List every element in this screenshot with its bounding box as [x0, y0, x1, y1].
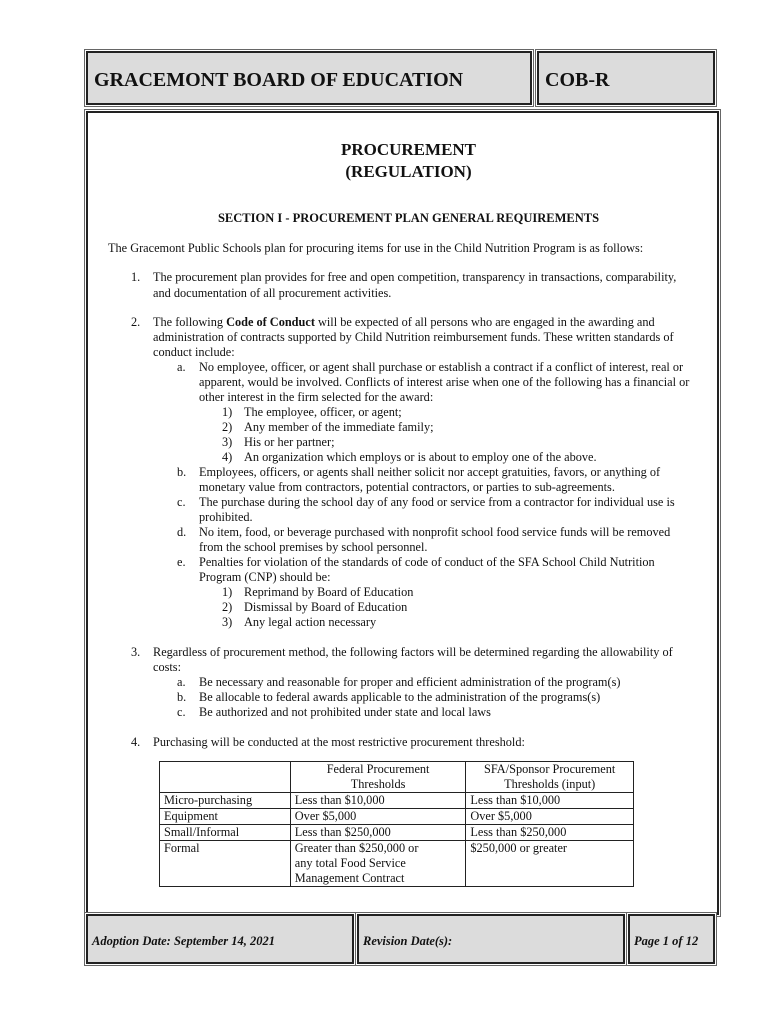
row-label: Small/Informal	[160, 825, 291, 841]
item-2a-line-3: other interest in the firm selected for the award:	[199, 390, 434, 404]
item-2e-mark: e.	[177, 555, 186, 569]
code-of-conduct-bold: Code of Conduct	[226, 315, 315, 329]
page-title: PROCUREMENT	[340, 140, 477, 159]
item-1-number: 1.	[131, 270, 141, 284]
item-2d-mark: d.	[177, 525, 187, 539]
item-2a-sub-3-number: 3)	[222, 435, 233, 449]
item-3-line-2: costs:	[153, 660, 182, 674]
item-2a-sub-1-number: 1)	[222, 405, 233, 419]
item-2a-sub-3-text: His or her partner;	[244, 435, 335, 449]
item-2a-sub-2-number: 2)	[222, 420, 233, 434]
footer-adoption-box	[86, 914, 354, 964]
item-3-number: 3.	[131, 645, 141, 659]
section-heading: SECTION I - PROCUREMENT PLAN GENERAL REQUIREMENTS	[217, 211, 600, 225]
item-2e-sub-1-number: 1)	[222, 585, 233, 599]
item-4-number: 4.	[131, 735, 141, 749]
item-4-line-1: Purchasing will be conducted at the most restrictive procurement threshold:	[153, 735, 525, 749]
row-sfa-value: Less than $10,000	[466, 793, 634, 809]
row-label: Equipment	[160, 809, 291, 825]
item-2-line-1: The following Code of Conduct will be expected of all persons who are engaged in the awarding and	[153, 315, 655, 329]
item-3a-mark: a.	[177, 675, 186, 689]
item-2b-mark: b.	[177, 465, 187, 479]
row-label: Micro-purchasing	[160, 793, 291, 809]
item-3c-text: Be authorized and not prohibited under state and local laws	[199, 705, 491, 719]
item-2c-line-1: The purchase during the school day of any food or service from a contractor for individual use is	[199, 495, 675, 509]
item-2e-line-1: Penalties for violation of the standards of code of conduct of the SFA School Child Nutrition	[199, 555, 655, 569]
item-2e-sub-1-text: Reprimand by Board of Education	[244, 585, 414, 599]
row-federal-value: Over $5,000	[290, 809, 466, 825]
table-row	[160, 793, 634, 809]
page-number: Page 1 of 12	[634, 934, 699, 948]
item-2e-sub-3-text: Any legal action necessary	[244, 615, 377, 629]
item-3b-text: Be allocable to federal awards applicable to the administration of the programs(s)	[199, 690, 601, 704]
item-2c-line-2: prohibited.	[199, 510, 253, 524]
item-2e-sub-2-text: Dismissal by Board of Education	[244, 600, 408, 614]
item-2a-line-1: No employee, officer, or agent shall purchase or establish a contract if a conflict of interest, real or	[199, 360, 684, 374]
table-row	[160, 825, 634, 841]
item-3a-text: Be necessary and reasonable for proper and efficient administration of the program(s)	[199, 675, 621, 689]
item-2-line-2: administration of contracts supported by Child Nutrition reimbursement funds. These written standards of	[153, 330, 674, 344]
page-subtitle: (REGULATION)	[345, 162, 472, 181]
table-row	[160, 809, 634, 825]
item-2b-line-1: Employees, officers, or agents shall neither solicit nor accept gratuities, favors, or anything of	[199, 465, 661, 479]
row-sfa-value: Over $5,000	[466, 809, 634, 825]
item-2a-mark: a.	[177, 360, 186, 374]
item-2a-sub-4-text: An organization which employs or is about to employ one of the above.	[244, 450, 597, 464]
adoption-date: Adoption Date: September 14, 2021	[92, 934, 275, 948]
item-3-line-1: Regardless of procurement method, the following factors will be determined regarding the allowability of	[153, 645, 673, 659]
item-1-line-2: and documentation of all procurement activities.	[153, 286, 392, 300]
item-2a-line-2: apparent, would be involved. Conflicts of interest arise when one of the following has a financial or	[199, 375, 690, 389]
revision-dates: Revision Date(s):	[363, 934, 453, 948]
item-2a-sub-4-number: 4)	[222, 450, 233, 464]
item-2e-line-2: Program (CNP) should be:	[199, 570, 331, 584]
item-2-number: 2.	[131, 315, 141, 329]
table-header-row	[160, 762, 634, 793]
row-federal-value: Greater than $250,000 or any total Food Service Management Contract	[290, 841, 466, 887]
row-label: Formal	[160, 841, 291, 887]
table-header-federal: Federal Procurement Thresholds	[290, 762, 466, 793]
item-2d-line-1: No item, food, or beverage purchased with nonprofit school food service funds will be removed	[199, 525, 671, 539]
header-org-box	[86, 51, 532, 105]
item-1-line-1: The procurement plan provides for free and open competition, transparency in transactions, comparability,	[153, 270, 677, 284]
row-federal-value: Less than $250,000	[290, 825, 466, 841]
row-sfa-value: Less than $250,000	[466, 825, 634, 841]
item-3b-mark: b.	[177, 690, 187, 704]
header-org-name: GRACEMONT BOARD OF EDUCATION	[94, 69, 464, 91]
item-2a-sub-2-text: Any member of the immediate family;	[244, 420, 434, 434]
item-2e-sub-3-number: 3)	[222, 615, 233, 629]
intro-text: The Gracemont Public Schools plan for procuring items for use in the Child Nutrition Program is as follows:	[108, 241, 644, 255]
row-federal-value: Less than $10,000	[290, 793, 466, 809]
threshold-table	[159, 761, 634, 887]
header-code-box	[537, 51, 715, 105]
item-2d-line-2: from the school premises by school personnel.	[199, 540, 428, 554]
footer-revision-box	[357, 914, 625, 964]
table-header-sfa: SFA/Sponsor Procurement Thresholds (input)	[466, 762, 634, 793]
row-sfa-value: $250,000 or greater	[466, 841, 634, 887]
item-2e-sub-2-number: 2)	[222, 600, 233, 614]
item-2b-line-2: monetary value from contractors, potential contractors, or parties to sub-agreements.	[199, 480, 615, 494]
item-3c-mark: c.	[177, 705, 186, 719]
footer-page-box	[628, 914, 715, 964]
item-2a-sub-1-text: The employee, officer, or agent;	[244, 405, 402, 419]
item-2c-mark: c.	[177, 495, 186, 509]
item-2-line-3: conduct include:	[153, 345, 235, 359]
table-header-blank	[160, 762, 291, 793]
table-row	[160, 841, 634, 887]
header-policy-code: COB-R	[545, 69, 610, 91]
